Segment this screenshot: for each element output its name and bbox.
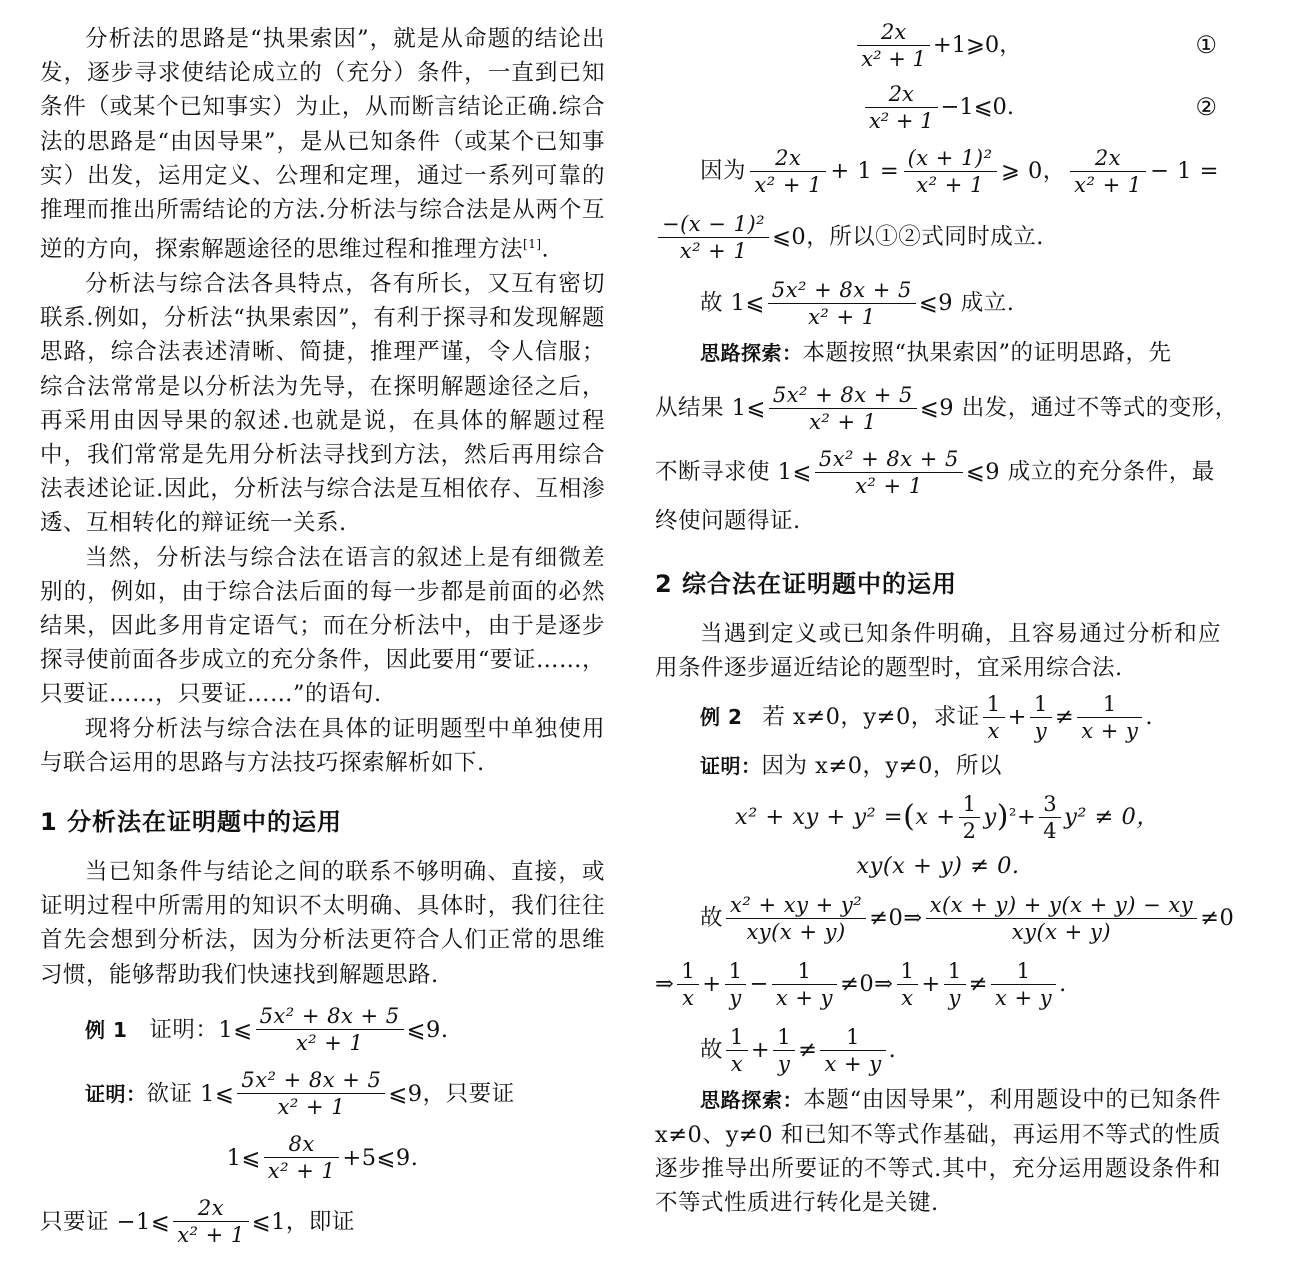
- fraction-denominator: x² + 1: [861, 46, 926, 71]
- eq-3-fraction-2: [926, 892, 1197, 945]
- eq-plus: +: [1016, 804, 1037, 831]
- fraction-numerator: 1: [726, 1024, 748, 1051]
- fraction-numerator: 1: [897, 958, 919, 985]
- fraction-denominator: x + y: [994, 985, 1053, 1010]
- fraction-numerator: 1: [1077, 691, 1142, 718]
- fraction-numerator: 5x² + 8x + 5: [815, 446, 963, 473]
- fraction-denominator: x² + 1: [855, 473, 923, 498]
- paragraph-intro-end: .: [541, 236, 550, 263]
- fraction-denominator: x + y: [824, 1051, 882, 1076]
- eq-fraction-half: [959, 791, 981, 844]
- inequality-2-fraction: [865, 81, 938, 134]
- because-fraction-2: [904, 145, 997, 198]
- fraction-denominator: x: [682, 985, 695, 1010]
- idea-1-line-2: [655, 376, 1238, 440]
- section-heading-synthesis: 2 综合法在证明题中的运用: [655, 570, 958, 598]
- paragraph-synthesis-usage: 当遇到定义或已知条件明确，且容易通过分析和应用条件逐步逼近结论的题型时，宜采用综合法.: [655, 621, 1221, 682]
- idea-1-text-b: 从结果 1⩽: [655, 395, 766, 421]
- eq-part-c: y: [983, 804, 997, 831]
- fraction-numerator: 2x: [857, 19, 930, 46]
- eq-3-prefix: 故: [700, 905, 724, 932]
- fraction-denominator: x² + 1: [808, 304, 876, 329]
- fraction-denominator: x² + 1: [1074, 172, 1142, 197]
- eq-5-prefix: 故: [700, 1037, 724, 1064]
- fraction-numerator: x² + xy + y²: [726, 892, 866, 919]
- eq-4-fraction-1: [677, 958, 699, 1011]
- proof-2-eq-2: xy(x + y) ≠ 0.: [856, 853, 1020, 880]
- proof-2-eq-1: [655, 785, 1221, 849]
- fraction-numerator: 1: [944, 958, 966, 985]
- equation-number-2: ②: [1195, 93, 1217, 121]
- eq-part-b: x +: [915, 804, 956, 831]
- eq-4-fraction-6: [991, 958, 1056, 1011]
- eq-square: ²: [1008, 806, 1017, 828]
- example-1: [40, 998, 605, 1062]
- eq-fraction-three-quarters: [1039, 791, 1061, 844]
- left-column: [40, 22, 605, 1254]
- eq-part-a: x² + xy + y² =: [735, 804, 904, 831]
- right-column: [655, 14, 1238, 1220]
- eq-3-mid: ≠0⇒: [869, 905, 923, 932]
- proof-1-equation: [40, 1126, 605, 1190]
- eq-4-plus-2: +: [921, 971, 941, 998]
- proof-2-eq-5: [655, 1017, 1221, 1083]
- proof-1-line: [40, 1062, 605, 1126]
- section-heading-analysis: 1 分析法在证明题中的运用: [40, 807, 343, 836]
- conclusion-fraction: [768, 277, 916, 330]
- fraction-numerator: 1: [983, 691, 1005, 718]
- example-2-label: 例 2: [700, 705, 743, 730]
- because-line-2: [655, 204, 1221, 270]
- because-op-3: − 1 =: [1150, 158, 1219, 184]
- because-fraction-4: [658, 211, 769, 264]
- fraction-denominator: x + y: [775, 985, 833, 1010]
- equation-tail: +5⩽9.: [342, 1144, 419, 1171]
- fraction-numerator: 5x² + 8x + 5: [256, 1003, 404, 1030]
- fraction-numerator: 1: [1030, 691, 1052, 718]
- conclusion-tail: ⩽9 成立.: [918, 290, 1015, 316]
- example-1-label: 例 1: [85, 1017, 128, 1042]
- because-line: [655, 138, 1221, 204]
- because-fraction-1: [750, 145, 826, 198]
- fraction-numerator: 5x² + 8x + 5: [768, 277, 916, 304]
- conclusion-prefix: 故 1⩽: [700, 290, 765, 316]
- paragraph-idea-2: [655, 1083, 1221, 1220]
- eq-5-neq: ≠: [798, 1037, 818, 1064]
- fraction-numerator: (x + 1)²: [904, 145, 997, 172]
- idea-1-line-1: [655, 336, 1221, 376]
- fraction-numerator: 8x: [264, 1131, 340, 1158]
- fraction-denominator: x² + 1: [267, 1159, 336, 1184]
- eq-5-plus: +: [750, 1037, 771, 1064]
- last-line-prefix: 只要证 −1⩽: [40, 1208, 171, 1235]
- fraction-denominator: x: [730, 1051, 744, 1076]
- fraction-numerator: −(x − 1)²: [658, 211, 769, 238]
- proof-1-text: 欲证 1⩽: [146, 1080, 235, 1107]
- idea-1-line-4: 终使问题得证.: [655, 508, 801, 534]
- eq-3-tail: ≠0: [1200, 905, 1235, 932]
- fraction-denominator: x² + 1: [679, 238, 748, 263]
- fraction-numerator: 1: [725, 958, 747, 985]
- fraction-numerator: 3: [1039, 791, 1061, 818]
- eq-4-mid: ≠0⇒: [839, 971, 894, 998]
- fraction-numerator: x(x + y) + y(x + y) − xy: [926, 892, 1197, 919]
- example-2-fraction-2: [1030, 691, 1052, 744]
- idea-1-line-3: [655, 440, 1221, 504]
- fraction-denominator: y: [948, 985, 961, 1010]
- fraction-denominator: x: [901, 985, 914, 1010]
- idea-1-fraction-2: [815, 446, 963, 499]
- last-line-tail: ⩽1，即证: [251, 1208, 355, 1235]
- citation-ref: [1]: [523, 237, 542, 252]
- proof-2-line: [655, 749, 1221, 785]
- fraction-numerator: 1: [773, 1024, 795, 1051]
- example-2-neq: ≠: [1054, 704, 1075, 731]
- eq-4-plus: +: [702, 971, 722, 998]
- proof-2-text: 因为 x≠0，y≠0，所以: [761, 753, 1002, 780]
- idea-1-fraction: [769, 382, 917, 435]
- fraction-denominator: x² + 1: [295, 1031, 364, 1056]
- fraction-denominator: x² + 1: [277, 1095, 346, 1120]
- fraction-numerator: 5x² + 8x + 5: [769, 382, 917, 409]
- fraction-denominator: xy(x + y): [1011, 919, 1112, 944]
- idea-2-label: 思路探索：: [700, 1088, 804, 1113]
- proof-2-eq-4: [655, 951, 1221, 1017]
- eq-part-f: y² ≠ 0，: [1064, 804, 1160, 831]
- because-line-2-tail: ⩽0，所以①②式同时成立.: [772, 224, 1044, 250]
- paragraph-features: 分析法与综合法各具特点，各有所长，又互有密切联系.例如，分析法“执果索因”，有利于探寻和发现解题思路，综合法表述清晰、简捷，推理严谨，令人信服；综合法常常是以分析法为先导，在探明解题途径之后，再采用由因导果的叙述.也就是说，在具体的解题过程中，我们常常是先用分析法寻找到方法，然后再用综合法表述论证.因此，分析法与综合法是互相依存、互相渗透、互相转化的辩证统一关系.: [40, 270, 605, 537]
- example-2-end: .: [1145, 704, 1154, 731]
- paragraph-overview: 现将分析法与综合法在具体的证明题型中单独使用与联合运用的思路与方法技巧探索解析如下.: [40, 715, 605, 776]
- right-paren: ): [996, 799, 1009, 835]
- eq-5-fraction-2: [773, 1024, 795, 1077]
- inequality-2: [655, 76, 1221, 138]
- eq-4-neq: ≠: [968, 971, 988, 998]
- idea-1-text-c: ⩽9 出发，通过不等式的变形，: [919, 395, 1238, 421]
- paragraph-differences: 当然，分析法与综合法在语言的叙述上是有细微差别的，例如，由于综合法后面的每一步都是前面的必然结果，因此多用肯定语气；而在分析法中，由于是逐步探寻使前面各步成立的充分条件，因此要用“要证……，只要证……，只要证……”的语句.: [40, 544, 605, 708]
- conclusion-line: [655, 270, 1221, 336]
- example-2: [655, 685, 1221, 749]
- paragraph-analysis-usage: 当已知条件与结论之间的联系不够明确、直接，或证明过程中所需用的知识不太明确、具体时，我们往往首先会想到分析法，因为分析法更符合人们正常的思维习惯，能够帮助我们快速找到解题思路.: [40, 858, 605, 988]
- fraction-denominator: x: [987, 718, 1000, 743]
- example-2-fraction-1: [983, 691, 1005, 744]
- fraction-denominator: xy(x + y): [746, 919, 846, 944]
- fraction-denominator: 2: [962, 818, 977, 843]
- paragraph-intro-text: 分析法的思路是“执果索因”，就是从命题的结论出发，逐步寻求使结论成立的（充分）条件，一直到已知条件（或某个已知事实）为止，从而断言结论正确.综合法的思路是“由因导果”，是从已知条件（或某个已知事实）出发，运用定义、公理和定理，通过一系列可靠的推理而推出所需结论的方法.分析法与综合法是从两个互逆的方向，探索解题途径的思维过程和推理方法: [40, 26, 605, 263]
- example-1-fraction: [256, 1003, 404, 1056]
- idea-1-text-a: 本题按照“执果索因”的证明思路，先: [802, 340, 1172, 366]
- fraction-numerator: 2x: [173, 1195, 249, 1222]
- fraction-numerator: 1: [820, 1024, 885, 1051]
- equation-number-1: ①: [1195, 31, 1217, 59]
- fraction-denominator: x² + 1: [177, 1223, 245, 1248]
- fraction-numerator: 2x: [865, 81, 938, 108]
- eq-4-prefix: ⇒: [655, 971, 675, 998]
- eq-5-end: .: [888, 1037, 897, 1064]
- fraction-numerator: 1: [677, 958, 699, 985]
- inequality-1: [655, 14, 1221, 76]
- eq-4-fraction-5: [944, 958, 966, 1011]
- inequality-1-tail: +1⩾0，: [932, 32, 1022, 58]
- idea-1-text-e: ⩽9 成立的充分条件，最: [965, 459, 1215, 485]
- fraction-denominator: y: [729, 985, 742, 1010]
- example-1-text: 证明：1⩽: [149, 1016, 253, 1043]
- idea-2-text: 本题“由因导果”，利用题设中的已知条件 x≠0、y≠0 和已知不等式作基础，再运用不等式的性质逐步推导出所要证的不等式.其中，充分运用题设条件和不等式性质进行转化是关键.: [655, 1087, 1221, 1217]
- because-op-1: + 1 =: [830, 158, 900, 184]
- eq-4-end: .: [1059, 971, 1067, 998]
- proof-2-label: 证明：: [700, 754, 762, 779]
- left-paren: (: [903, 799, 916, 835]
- last-line-fraction: [173, 1195, 249, 1248]
- fraction-numerator: 1: [772, 958, 837, 985]
- because-fraction-3: [1070, 145, 1146, 198]
- eq-4-fraction-2: [725, 958, 747, 1011]
- because-prefix: 因为: [700, 158, 747, 184]
- proof-2-eq-3: [655, 885, 1235, 951]
- fraction-numerator: 1: [991, 958, 1056, 985]
- eq-5-fraction-1: [726, 1024, 748, 1077]
- proof-1-fraction: [237, 1067, 385, 1120]
- paragraph-intro: [40, 22, 605, 267]
- proof-1-tail: ⩽9，只要证: [388, 1080, 515, 1107]
- example-2-fraction-3: [1077, 691, 1142, 744]
- inequality-1-fraction: [857, 19, 930, 72]
- eq-5-fraction-3: [820, 1024, 885, 1077]
- example-1-tail: ⩽9.: [406, 1016, 449, 1043]
- fraction-numerator: 2x: [750, 145, 826, 172]
- because-op-2: ⩾ 0，: [1000, 158, 1066, 184]
- equation-prefix: 1⩽: [226, 1144, 261, 1171]
- fraction-denominator: y: [1034, 718, 1048, 743]
- eq-4-fraction-4: [897, 958, 919, 1011]
- fraction-denominator: 4: [1043, 818, 1058, 843]
- fraction-denominator: x² + 1: [916, 172, 984, 197]
- fraction-denominator: y: [778, 1051, 791, 1076]
- fraction-denominator: x² + 1: [754, 172, 822, 197]
- eq-4-minus: −: [749, 971, 769, 998]
- fraction-denominator: x + y: [1081, 718, 1139, 743]
- fraction-numerator: 2x: [1070, 145, 1146, 172]
- fraction-numerator: 1: [959, 791, 981, 818]
- proof-1-last-line: [40, 1190, 605, 1254]
- proof-label: 证明：: [85, 1081, 147, 1106]
- eq-3-fraction-1: [726, 892, 866, 945]
- eq-4-fraction-3: [772, 958, 837, 1011]
- inequality-2-tail: −1⩽0.: [940, 94, 1015, 120]
- example-2-text: 若 x≠0，y≠0，求证: [762, 704, 980, 731]
- example-2-plus: +: [1007, 704, 1028, 731]
- idea-1-text-d: 不断寻求使 1⩽: [655, 459, 812, 485]
- fraction-denominator: x² + 1: [809, 409, 877, 434]
- fraction-numerator: 5x² + 8x + 5: [237, 1067, 385, 1094]
- fraction-denominator: x² + 1: [868, 108, 934, 133]
- equation-fraction: [264, 1131, 340, 1184]
- idea-label: 思路探索：: [700, 341, 803, 365]
